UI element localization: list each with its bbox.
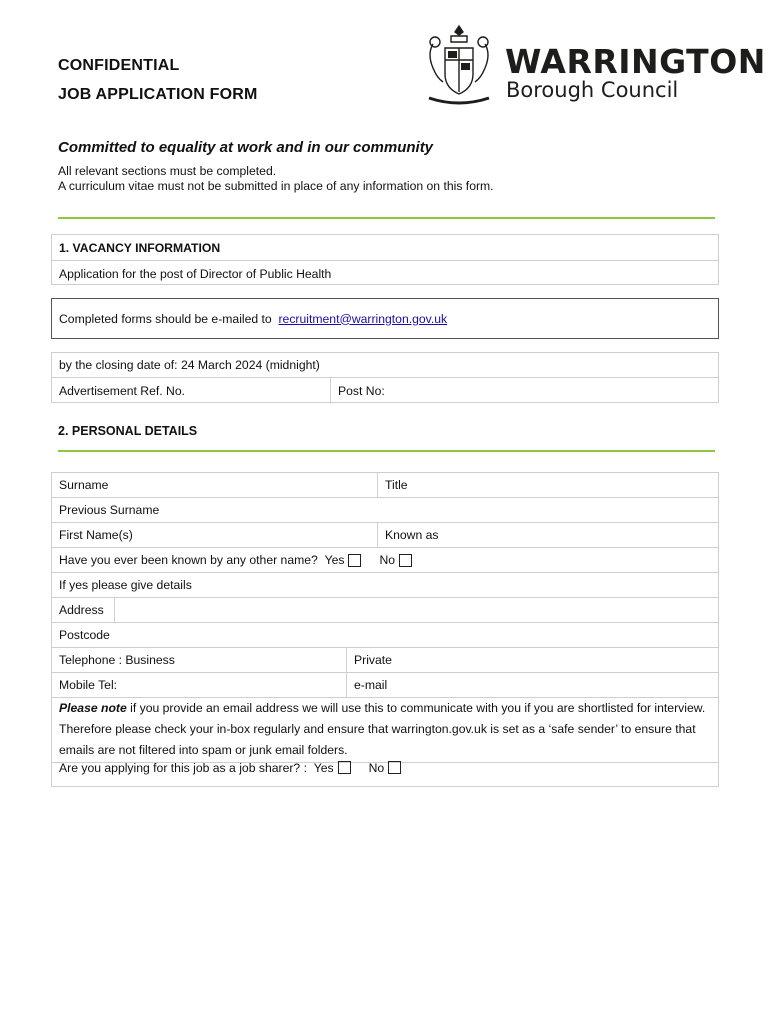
other-name-yes-checkbox[interactable]	[348, 554, 361, 567]
other-name-no-label: No	[379, 553, 396, 567]
business-phone-field[interactable]: Telephone : Business	[59, 653, 175, 667]
address-label: Address	[59, 603, 104, 617]
form-title: JOB APPLICATION FORM	[58, 86, 258, 103]
email-instruction-box	[51, 298, 719, 339]
recruitment-email-link[interactable]: recruitment@warrington.gov.uk	[278, 311, 448, 326]
surname-row	[52, 473, 718, 498]
if-yes-row	[52, 573, 718, 598]
other-name-yes-label: Yes	[324, 553, 345, 567]
vacancy-heading: 1. VACANCY INFORMATION	[59, 240, 221, 255]
intro-line-1: All relevant sections must be completed.	[58, 164, 277, 178]
vacancy-table	[51, 234, 719, 285]
address-field[interactable]	[115, 598, 718, 622]
surname-field[interactable]: Surname	[59, 478, 109, 492]
job-share-yes-checkbox[interactable]	[338, 761, 351, 774]
brand-name: WARRINGTON	[505, 42, 766, 81]
previous-surname-field[interactable]: Previous Surname	[59, 503, 160, 517]
first-names-row	[52, 523, 718, 548]
email-instruction	[52, 299, 718, 338]
if-yes-details-field[interactable]: If yes please give details	[59, 578, 192, 592]
section-divider	[58, 217, 715, 219]
first-names-field[interactable]: First Name(s)	[59, 528, 133, 542]
job-share-no-label: No	[368, 761, 385, 775]
vacancy-heading-row	[52, 235, 718, 261]
section-divider	[58, 450, 715, 452]
job-share-yes-label: Yes	[313, 761, 334, 775]
note-text: if you provide an email address we will use this to communicate with you if you are shortlisted for interview. Therefore please check your in-box regularly and ensure that warrington.gov.uk is set as a ‘safe sender’ to ensure that emails are not filtered into spam or junk email folders.	[59, 701, 706, 757]
closing-date: by the closing date of: 24 March 2024 (midnight)	[59, 358, 320, 372]
other-name-question	[52, 548, 718, 572]
closing-table	[51, 352, 719, 403]
advert-ref-field[interactable]: Advertisement Ref. No.	[59, 384, 185, 398]
intro-line-2: A curriculum vitae must not be submitted in place of any information on this form.	[58, 178, 494, 193]
title-field[interactable]: Title	[385, 478, 408, 492]
council-crest-logo	[423, 22, 495, 108]
email-note-row	[52, 698, 718, 763]
job-share-row	[52, 758, 718, 786]
email-note	[59, 698, 712, 761]
personal-details-table	[51, 472, 719, 787]
intro-text	[58, 164, 494, 193]
closing-row	[52, 353, 718, 378]
ref-row	[52, 378, 718, 404]
tagline: Committed to equality at work and in our community	[58, 139, 434, 156]
telephone-row	[52, 648, 718, 673]
other-name-label: Have you ever been known by any other name?	[59, 553, 318, 567]
postcode-row	[52, 623, 718, 648]
address-row	[52, 598, 718, 623]
other-name-no-checkbox[interactable]	[399, 554, 412, 567]
postcode-field[interactable]: Postcode	[59, 628, 110, 642]
private-phone-field[interactable]: Private	[354, 653, 392, 667]
email-field[interactable]: e-mail	[354, 678, 388, 692]
known-as-field[interactable]: Known as	[385, 528, 439, 542]
brand-subtitle: Borough Council	[506, 78, 679, 102]
previous-surname-row	[52, 498, 718, 523]
post-no-field[interactable]: Post No:	[338, 384, 385, 398]
other-name-row	[52, 548, 718, 573]
job-share-question	[52, 758, 718, 786]
job-share-label: Are you applying for this job as a job sharer? :	[59, 761, 307, 775]
note-bold: Please note	[59, 701, 127, 715]
email-prefix: Completed forms should be e-mailed to	[59, 311, 272, 326]
post-title: Application for the post of Director of Public Health	[59, 266, 332, 281]
confidential-label: CONFIDENTIAL	[58, 57, 180, 74]
mobile-field[interactable]: Mobile Tel:	[59, 678, 118, 692]
mobile-row	[52, 673, 718, 698]
personal-heading: 2. PERSONAL DETAILS	[58, 424, 198, 438]
job-share-no-checkbox[interactable]	[388, 761, 401, 774]
post-row[interactable]	[52, 261, 718, 286]
